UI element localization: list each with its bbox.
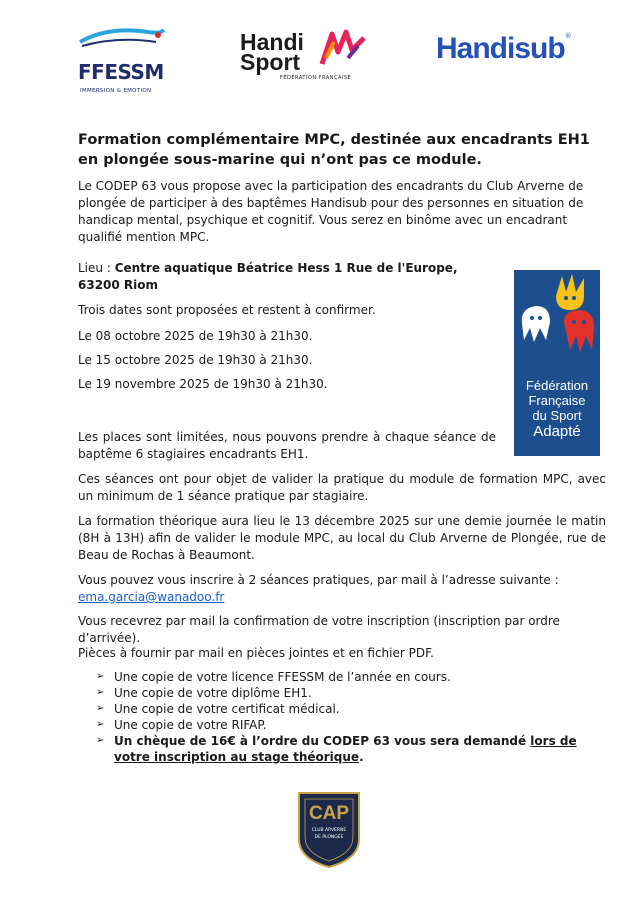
list-item: ➢ Une copie de votre certificat médical. xyxy=(96,702,340,716)
cap-wordmark: CAP xyxy=(308,803,350,824)
email-link[interactable]: ema.garcia@wanadoo.fr xyxy=(78,590,225,604)
handisub-registered: ® xyxy=(564,32,572,40)
date-item: Le 08 octobre 2025 de 19h30 à 21h30. xyxy=(78,329,313,343)
ffsa-hands-icon xyxy=(514,270,600,370)
ffsa-line2: Française xyxy=(528,393,586,408)
list-item-cheque: ➢ Un chèque de 16€ à l’ordre du CODEP 63 vous sera demandé lors de votre inscription au stage théorique. xyxy=(96,734,577,764)
list-item: ➢ Une copie de votre licence FFESSM de l’année en cours. xyxy=(96,670,451,684)
cap-line2: DE PLONGÉE xyxy=(314,835,344,840)
lieu-line xyxy=(78,260,498,294)
arrow-bullet-icon: ➢ xyxy=(96,719,105,730)
list-item: ➢ Une copie de votre diplôme EH1. xyxy=(96,686,312,700)
ffessm-logo xyxy=(78,22,172,100)
ffsa-line1: Fédération xyxy=(525,378,589,393)
ffessm-wordmark: FFESSM xyxy=(78,60,164,84)
pieces-list xyxy=(94,669,604,765)
confirmation-paragraph: Vous recevrez par mail la confirmation de votre inscription (inscription par ordre d’arrivée). xyxy=(78,614,560,645)
handisub-wordmark: Handisub xyxy=(436,32,565,65)
arrow-bullet-icon: ➢ xyxy=(96,703,105,714)
cap-line1: CLUB ARVERNE xyxy=(311,828,347,833)
objet-paragraph: Ces séances ont pour objet de valider la pratique du module de formation MPC, avec un minimum de 1 séance pratique par stagiaire. xyxy=(78,472,606,503)
cap-logo xyxy=(295,789,363,869)
handisport-logo xyxy=(238,28,378,84)
ffsa-line4: Adapté xyxy=(533,423,581,440)
arrow-bullet-icon: ➢ xyxy=(96,735,105,746)
arrow-bullet-icon: ➢ xyxy=(96,687,105,698)
handisub-logo xyxy=(436,32,606,72)
ffessm-wave-icon xyxy=(78,22,172,52)
pieces-intro: Pièces à fournir par mail en pièces jointes et en fichier PDF. xyxy=(78,646,434,660)
handisport-line2: Sport xyxy=(240,49,301,75)
list-item: ➢ Une copie de votre RIFAP. xyxy=(96,718,267,732)
dates-intro: Trois dates sont proposées et restent à confirmer. xyxy=(78,303,376,317)
places-paragraph: Les places sont limitées, nous pouvons prendre à chaque séance de baptême 6 stagiaires encadrants EH1. xyxy=(78,430,496,461)
ffessm-tagline: IMMERSION & EMOTION xyxy=(80,88,152,94)
date-item: Le 15 octobre 2025 de 19h30 à 21h30. xyxy=(78,353,313,367)
lieu-label: Lieu : xyxy=(78,261,115,275)
intro-paragraph: Le CODEP 63 vous propose avec la participation des encadrants du Club Arverne de plongée de participer à des baptêmes Handisub pour des personnes en situation de handicap mental, psychique et cognitif. Vous serez en binôme avec un encadrant qualifié mention MPC. xyxy=(78,179,584,244)
lieu-value: Centre aquatique Béatrice Hess 1 Rue de l'Europe, 63200 Riom xyxy=(78,261,458,292)
handisport-line1: Handi xyxy=(240,29,304,55)
date-item: Le 19 novembre 2025 de 19h30 à 21h30. xyxy=(78,377,328,391)
handisport-tagline: FÉDÉRATION FRANÇAISE xyxy=(280,75,352,81)
page-title: Formation complémentaire MPC, destinée aux encadrants EH1 en plongée sous-marine qui n’ont pas ce module. xyxy=(78,132,590,168)
theorie-paragraph: La formation théorique aura lieu le 13 décembre 2025 sur une demie journée le matin (8H à 13H) afin de valider le module MPC, au local du Club Arverne de Plongée, rue de Beau de Rochas à Beaumont. xyxy=(78,514,606,562)
ffsa-logo xyxy=(514,270,600,456)
handisport-figure-icon xyxy=(318,28,368,72)
arrow-bullet-icon: ➢ xyxy=(96,671,105,682)
ffsa-line3: du Sport xyxy=(532,408,582,423)
inscription-paragraph: Vous pouvez vous inscrire à 2 séances pratiques, par mail à l’adresse suivante : xyxy=(78,573,559,587)
